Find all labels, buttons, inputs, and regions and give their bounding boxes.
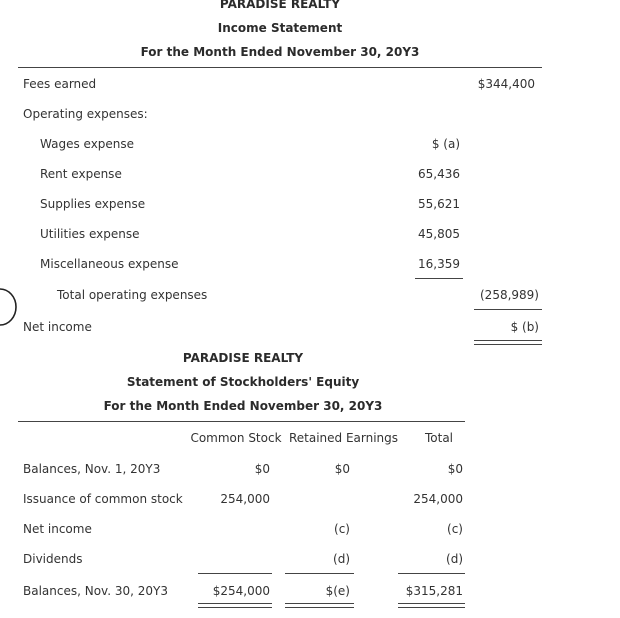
fees-earned-value: $344,400 [477,77,535,91]
expense-label: Rent expense [40,167,122,181]
common-stock-subtotal-rule [198,573,272,574]
equity-total-value: (c) [447,522,463,536]
expenses-subtotal-rule [415,278,463,279]
equity-common-value: $254,000 [212,584,270,598]
total-operating-expenses-value: (258,989) [480,288,539,302]
expense-value: 55,621 [418,197,460,211]
equity-total-value: 254,000 [413,492,463,506]
equity-retained-value: (c) [334,522,350,536]
total-subtotal-rule [398,573,465,574]
retained-earnings-double-rule [285,603,354,608]
column-header-common-stock: Common Stock [190,431,282,445]
equity-retained-value: (d) [333,552,350,566]
expense-label: Supplies expense [40,197,146,211]
equity-total-value: $315,281 [405,584,463,598]
column-header-total: Total [424,431,454,445]
equity-statement-title: Statement of Stockholders' Equity [126,375,360,389]
expense-value: 16,359 [418,257,460,271]
equity-row-label: Balances, Nov. 30, 20Y3 [23,584,168,598]
expense-label: Miscellaneous expense [40,257,179,271]
equity-row-label: Dividends [23,552,83,566]
total-operating-expenses-label: Total operating expenses [57,288,208,302]
equity-header-rule [18,421,465,422]
expense-value: $ (a) [431,137,460,151]
common-stock-double-rule [198,603,272,608]
total-expenses-rule [474,309,542,310]
expense-label: Utilities expense [40,227,140,241]
equity-row-label: Net income [23,522,92,536]
income-header-rule [18,67,542,68]
equity-company-name: PARADISE REALTY [182,351,304,365]
net-income-label: Net income [23,320,92,334]
expense-label: Wages expense [40,137,135,151]
income-company-name: PARADISE REALTY [219,0,341,11]
retained-earnings-subtotal-rule [285,573,354,574]
equity-row-label: Issuance of common stock [23,492,183,506]
column-header-retained-earnings: Retained Earnings [288,431,399,445]
income-statement-period: For the Month Ended November 30, 20Y3 [140,45,420,59]
operating-expenses-label: Operating expenses: [23,107,148,121]
net-income-value: $ (b) [510,320,539,334]
equity-total-value: $0 [447,462,463,476]
equity-total-value: (d) [446,552,463,566]
equity-retained-value: $(e) [325,584,350,598]
income-statement-title: Income Statement [217,21,343,35]
expense-value: 45,805 [418,227,460,241]
equity-retained-value: $0 [334,462,350,476]
net-income-double-rule [474,340,542,345]
equity-statement-period: For the Month Ended November 30, 20Y3 [103,399,383,413]
equity-common-value: $0 [254,462,270,476]
fees-earned-label: Fees earned [23,77,97,91]
expense-value: 65,436 [418,167,460,181]
equity-row-label: Balances, Nov. 1, 20Y3 [23,462,161,476]
equity-common-value: 254,000 [220,492,270,506]
circle-edge-icon [0,287,20,327]
total-double-rule [398,603,465,608]
